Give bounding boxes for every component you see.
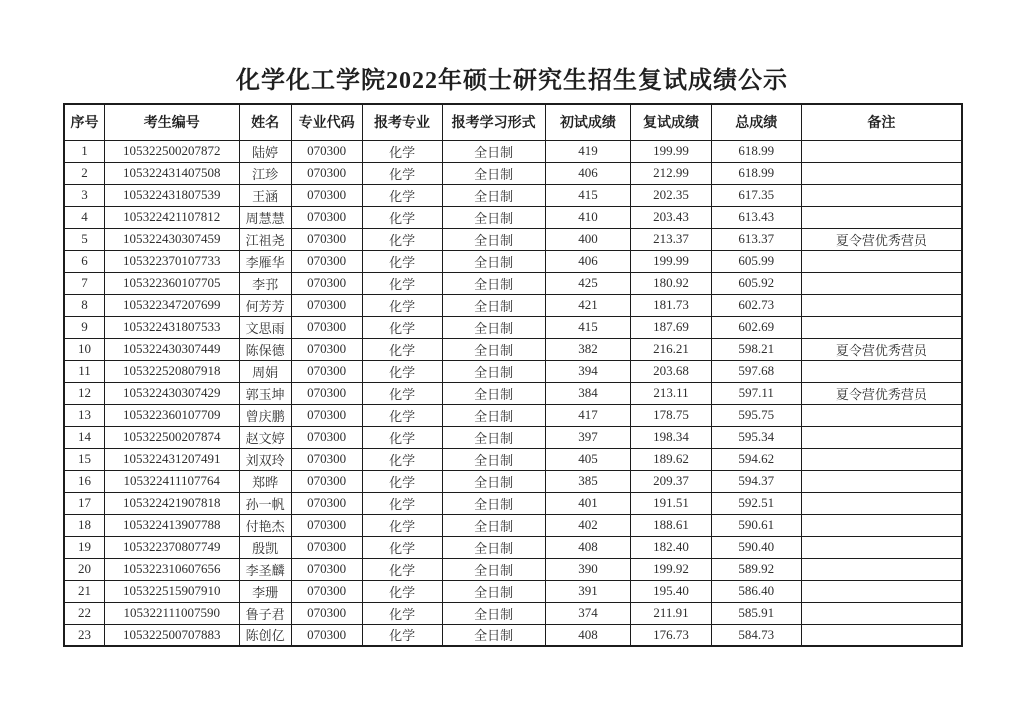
header-remark: 备注 [801, 104, 962, 140]
table-row [64, 162, 962, 184]
cell-total-score: 605.99 [711, 250, 801, 272]
table-row [64, 536, 962, 558]
cell-remark [801, 514, 962, 536]
cell-total-score: 618.99 [711, 162, 801, 184]
cell-major-code: 070300 [291, 228, 362, 250]
cell-retest-score: 199.99 [631, 250, 712, 272]
cell-candidate-id: 105322431807533 [104, 316, 239, 338]
cell-remark [801, 558, 962, 580]
cell-study-form: 全日制 [442, 404, 545, 426]
cell-major: 化学 [362, 536, 442, 558]
cell-no: 3 [64, 184, 104, 206]
cell-retest-score: 199.99 [631, 140, 712, 162]
cell-initial-score: 406 [545, 162, 630, 184]
cell-retest-score: 199.92 [631, 558, 712, 580]
cell-candidate-id: 105322347207699 [104, 294, 239, 316]
cell-name: 殷凯 [239, 536, 291, 558]
cell-initial-score: 410 [545, 206, 630, 228]
cell-no: 4 [64, 206, 104, 228]
cell-total-score: 590.61 [711, 514, 801, 536]
cell-name: 赵文婷 [239, 426, 291, 448]
cell-study-form: 全日制 [442, 184, 545, 206]
cell-remark [801, 580, 962, 602]
cell-retest-score: 189.62 [631, 448, 712, 470]
cell-initial-score: 402 [545, 514, 630, 536]
cell-initial-score: 391 [545, 580, 630, 602]
table-row [64, 338, 962, 360]
cell-candidate-id: 105322421907818 [104, 492, 239, 514]
cell-major-code: 070300 [291, 360, 362, 382]
cell-name: 何芳芳 [239, 294, 291, 316]
cell-study-form: 全日制 [442, 360, 545, 382]
cell-name: 李雁华 [239, 250, 291, 272]
cell-no: 14 [64, 426, 104, 448]
cell-initial-score: 406 [545, 250, 630, 272]
cell-retest-score: 187.69 [631, 316, 712, 338]
cell-major-code: 070300 [291, 272, 362, 294]
table-body [64, 140, 962, 646]
cell-retest-score: 209.37 [631, 470, 712, 492]
cell-no: 1 [64, 140, 104, 162]
cell-name: 江祖尧 [239, 228, 291, 250]
cell-retest-score: 188.61 [631, 514, 712, 536]
cell-initial-score: 390 [545, 558, 630, 580]
cell-name: 周慧慧 [239, 206, 291, 228]
cell-major: 化学 [362, 316, 442, 338]
header-no: 序号 [64, 104, 104, 140]
header-major-code: 专业代码 [291, 104, 362, 140]
table-row [64, 558, 962, 580]
cell-major-code: 070300 [291, 250, 362, 272]
table-row [64, 470, 962, 492]
table-row [64, 514, 962, 536]
table-row [64, 272, 962, 294]
cell-major: 化学 [362, 624, 442, 646]
cell-candidate-id: 105322370107733 [104, 250, 239, 272]
table-row [64, 360, 962, 382]
cell-study-form: 全日制 [442, 514, 545, 536]
cell-candidate-id: 105322500707883 [104, 624, 239, 646]
cell-initial-score: 385 [545, 470, 630, 492]
cell-candidate-id: 105322421107812 [104, 206, 239, 228]
cell-candidate-id: 105322520807918 [104, 360, 239, 382]
cell-total-score: 618.99 [711, 140, 801, 162]
cell-major: 化学 [362, 250, 442, 272]
cell-major-code: 070300 [291, 470, 362, 492]
cell-retest-score: 191.51 [631, 492, 712, 514]
cell-major: 化学 [362, 470, 442, 492]
cell-remark: 夏令营优秀营员 [801, 228, 962, 250]
cell-total-score: 585.91 [711, 602, 801, 624]
cell-study-form: 全日制 [442, 558, 545, 580]
cell-major: 化学 [362, 140, 442, 162]
cell-no: 15 [64, 448, 104, 470]
cell-major: 化学 [362, 558, 442, 580]
cell-initial-score: 419 [545, 140, 630, 162]
header-candidate-id: 考生编号 [104, 104, 239, 140]
cell-name: 陆婷 [239, 140, 291, 162]
cell-no: 7 [64, 272, 104, 294]
cell-retest-score: 213.11 [631, 382, 712, 404]
cell-total-score: 595.75 [711, 404, 801, 426]
cell-study-form: 全日制 [442, 162, 545, 184]
cell-retest-score: 182.40 [631, 536, 712, 558]
cell-total-score: 617.35 [711, 184, 801, 206]
cell-remark [801, 426, 962, 448]
cell-retest-score: 180.92 [631, 272, 712, 294]
cell-no: 16 [64, 470, 104, 492]
cell-study-form: 全日制 [442, 580, 545, 602]
cell-candidate-id: 105322431207491 [104, 448, 239, 470]
cell-name: 刘双玲 [239, 448, 291, 470]
cell-initial-score: 408 [545, 624, 630, 646]
cell-study-form: 全日制 [442, 448, 545, 470]
cell-major: 化学 [362, 404, 442, 426]
header-name: 姓名 [239, 104, 291, 140]
cell-total-score: 605.92 [711, 272, 801, 294]
cell-candidate-id: 105322500207872 [104, 140, 239, 162]
cell-retest-score: 213.37 [631, 228, 712, 250]
cell-name: 王涵 [239, 184, 291, 206]
table-row [64, 382, 962, 404]
cell-retest-score: 202.35 [631, 184, 712, 206]
cell-no: 2 [64, 162, 104, 184]
cell-name: 江珍 [239, 162, 291, 184]
cell-initial-score: 401 [545, 492, 630, 514]
cell-initial-score: 400 [545, 228, 630, 250]
header-study-form: 报考学习形式 [442, 104, 545, 140]
cell-major-code: 070300 [291, 624, 362, 646]
cell-major: 化学 [362, 338, 442, 360]
table-row [64, 206, 962, 228]
cell-remark [801, 316, 962, 338]
cell-no: 8 [64, 294, 104, 316]
cell-total-score: 594.62 [711, 448, 801, 470]
cell-remark [801, 206, 962, 228]
cell-retest-score: 203.43 [631, 206, 712, 228]
cell-total-score: 602.73 [711, 294, 801, 316]
cell-major-code: 070300 [291, 404, 362, 426]
cell-major-code: 070300 [291, 536, 362, 558]
cell-remark: 夏令营优秀营员 [801, 338, 962, 360]
cell-remark [801, 184, 962, 206]
cell-name: 孙一帆 [239, 492, 291, 514]
cell-no: 11 [64, 360, 104, 382]
cell-remark [801, 162, 962, 184]
cell-major: 化学 [362, 184, 442, 206]
cell-total-score: 597.68 [711, 360, 801, 382]
cell-no: 18 [64, 514, 104, 536]
cell-retest-score: 211.91 [631, 602, 712, 624]
cell-candidate-id: 105322413907788 [104, 514, 239, 536]
cell-initial-score: 384 [545, 382, 630, 404]
cell-major: 化学 [362, 426, 442, 448]
cell-study-form: 全日制 [442, 316, 545, 338]
cell-initial-score: 382 [545, 338, 630, 360]
cell-initial-score: 417 [545, 404, 630, 426]
cell-retest-score: 195.40 [631, 580, 712, 602]
cell-study-form: 全日制 [442, 624, 545, 646]
cell-no: 9 [64, 316, 104, 338]
cell-study-form: 全日制 [442, 602, 545, 624]
table-row [64, 316, 962, 338]
cell-name: 李邘 [239, 272, 291, 294]
table-row [64, 624, 962, 646]
cell-candidate-id: 105322360107705 [104, 272, 239, 294]
header-major: 报考专业 [362, 104, 442, 140]
cell-name: 郑晔 [239, 470, 291, 492]
score-table [63, 103, 963, 647]
cell-name: 李珊 [239, 580, 291, 602]
table-row [64, 448, 962, 470]
cell-major-code: 070300 [291, 162, 362, 184]
cell-major-code: 070300 [291, 184, 362, 206]
cell-retest-score: 198.34 [631, 426, 712, 448]
cell-major: 化学 [362, 206, 442, 228]
cell-major: 化学 [362, 580, 442, 602]
cell-name: 文思雨 [239, 316, 291, 338]
cell-total-score: 589.92 [711, 558, 801, 580]
cell-name: 周娟 [239, 360, 291, 382]
cell-total-score: 584.73 [711, 624, 801, 646]
cell-study-form: 全日制 [442, 492, 545, 514]
cell-study-form: 全日制 [442, 206, 545, 228]
cell-candidate-id: 105322411107764 [104, 470, 239, 492]
cell-name: 郭玉坤 [239, 382, 291, 404]
cell-initial-score: 421 [545, 294, 630, 316]
cell-candidate-id: 105322310607656 [104, 558, 239, 580]
cell-remark [801, 470, 962, 492]
cell-candidate-id: 105322360107709 [104, 404, 239, 426]
cell-candidate-id: 105322430307449 [104, 338, 239, 360]
cell-initial-score: 394 [545, 360, 630, 382]
cell-no: 17 [64, 492, 104, 514]
cell-initial-score: 408 [545, 536, 630, 558]
cell-initial-score: 397 [545, 426, 630, 448]
table-row [64, 140, 962, 162]
table-row [64, 602, 962, 624]
cell-total-score: 613.37 [711, 228, 801, 250]
cell-candidate-id: 105322430307429 [104, 382, 239, 404]
cell-name: 付艳杰 [239, 514, 291, 536]
cell-remark [801, 140, 962, 162]
cell-remark [801, 448, 962, 470]
table-row [64, 404, 962, 426]
table-row [64, 426, 962, 448]
cell-major-code: 070300 [291, 580, 362, 602]
cell-no: 23 [64, 624, 104, 646]
cell-name: 陈保德 [239, 338, 291, 360]
cell-major-code: 070300 [291, 294, 362, 316]
table-row [64, 580, 962, 602]
cell-retest-score: 181.73 [631, 294, 712, 316]
cell-total-score: 613.43 [711, 206, 801, 228]
cell-remark [801, 272, 962, 294]
cell-remark: 夏令营优秀营员 [801, 382, 962, 404]
cell-major-code: 070300 [291, 602, 362, 624]
cell-study-form: 全日制 [442, 382, 545, 404]
cell-no: 6 [64, 250, 104, 272]
cell-remark [801, 250, 962, 272]
cell-total-score: 590.40 [711, 536, 801, 558]
cell-study-form: 全日制 [442, 140, 545, 162]
cell-major: 化学 [362, 360, 442, 382]
cell-major-code: 070300 [291, 558, 362, 580]
cell-initial-score: 374 [545, 602, 630, 624]
cell-study-form: 全日制 [442, 250, 545, 272]
cell-no: 5 [64, 228, 104, 250]
cell-total-score: 597.11 [711, 382, 801, 404]
header-row [64, 104, 962, 140]
cell-remark [801, 360, 962, 382]
cell-major-code: 070300 [291, 448, 362, 470]
cell-remark [801, 602, 962, 624]
page-title: 化学化工学院2022年硕士研究生招生复试成绩公示 [236, 68, 788, 94]
cell-remark [801, 492, 962, 514]
cell-candidate-id: 105322515907910 [104, 580, 239, 602]
cell-initial-score: 415 [545, 184, 630, 206]
cell-total-score: 602.69 [711, 316, 801, 338]
cell-name: 陈创亿 [239, 624, 291, 646]
cell-name: 曾庆鹏 [239, 404, 291, 426]
cell-remark [801, 624, 962, 646]
cell-no: 19 [64, 536, 104, 558]
header-initial-score: 初试成绩 [545, 104, 630, 140]
cell-candidate-id: 105322500207874 [104, 426, 239, 448]
cell-no: 13 [64, 404, 104, 426]
table-row [64, 184, 962, 206]
cell-major: 化学 [362, 382, 442, 404]
cell-study-form: 全日制 [442, 338, 545, 360]
table-row [64, 250, 962, 272]
cell-total-score: 592.51 [711, 492, 801, 514]
cell-major: 化学 [362, 448, 442, 470]
cell-major-code: 070300 [291, 514, 362, 536]
cell-total-score: 598.21 [711, 338, 801, 360]
cell-name: 李圣麟 [239, 558, 291, 580]
cell-major: 化学 [362, 162, 442, 184]
cell-candidate-id: 105322111007590 [104, 602, 239, 624]
cell-major: 化学 [362, 272, 442, 294]
cell-study-form: 全日制 [442, 272, 545, 294]
cell-candidate-id: 105322430307459 [104, 228, 239, 250]
cell-study-form: 全日制 [442, 426, 545, 448]
cell-study-form: 全日制 [442, 470, 545, 492]
cell-remark [801, 294, 962, 316]
cell-major-code: 070300 [291, 206, 362, 228]
table-header [64, 104, 962, 140]
cell-retest-score: 212.99 [631, 162, 712, 184]
header-total-score: 总成绩 [711, 104, 801, 140]
cell-retest-score: 203.68 [631, 360, 712, 382]
cell-study-form: 全日制 [442, 228, 545, 250]
cell-remark [801, 404, 962, 426]
cell-remark [801, 536, 962, 558]
cell-total-score: 594.37 [711, 470, 801, 492]
cell-major: 化学 [362, 294, 442, 316]
cell-major: 化学 [362, 492, 442, 514]
cell-no: 22 [64, 602, 104, 624]
table-row [64, 228, 962, 250]
cell-major-code: 070300 [291, 382, 362, 404]
cell-candidate-id: 105322431407508 [104, 162, 239, 184]
cell-total-score: 586.40 [711, 580, 801, 602]
cell-study-form: 全日制 [442, 536, 545, 558]
table-row [64, 492, 962, 514]
cell-total-score: 595.34 [711, 426, 801, 448]
cell-initial-score: 415 [545, 316, 630, 338]
cell-major-code: 070300 [291, 316, 362, 338]
cell-initial-score: 425 [545, 272, 630, 294]
table-row [64, 294, 962, 316]
cell-major-code: 070300 [291, 338, 362, 360]
header-retest-score: 复试成绩 [631, 104, 712, 140]
cell-major: 化学 [362, 228, 442, 250]
cell-major: 化学 [362, 514, 442, 536]
cell-initial-score: 405 [545, 448, 630, 470]
cell-no: 21 [64, 580, 104, 602]
cell-major-code: 070300 [291, 426, 362, 448]
cell-major-code: 070300 [291, 492, 362, 514]
cell-no: 20 [64, 558, 104, 580]
cell-candidate-id: 105322370807749 [104, 536, 239, 558]
cell-no: 10 [64, 338, 104, 360]
cell-retest-score: 178.75 [631, 404, 712, 426]
cell-retest-score: 176.73 [631, 624, 712, 646]
cell-study-form: 全日制 [442, 294, 545, 316]
cell-major-code: 070300 [291, 140, 362, 162]
cell-retest-score: 216.21 [631, 338, 712, 360]
cell-candidate-id: 105322431807539 [104, 184, 239, 206]
cell-name: 鲁子君 [239, 602, 291, 624]
cell-major: 化学 [362, 602, 442, 624]
cell-no: 12 [64, 382, 104, 404]
